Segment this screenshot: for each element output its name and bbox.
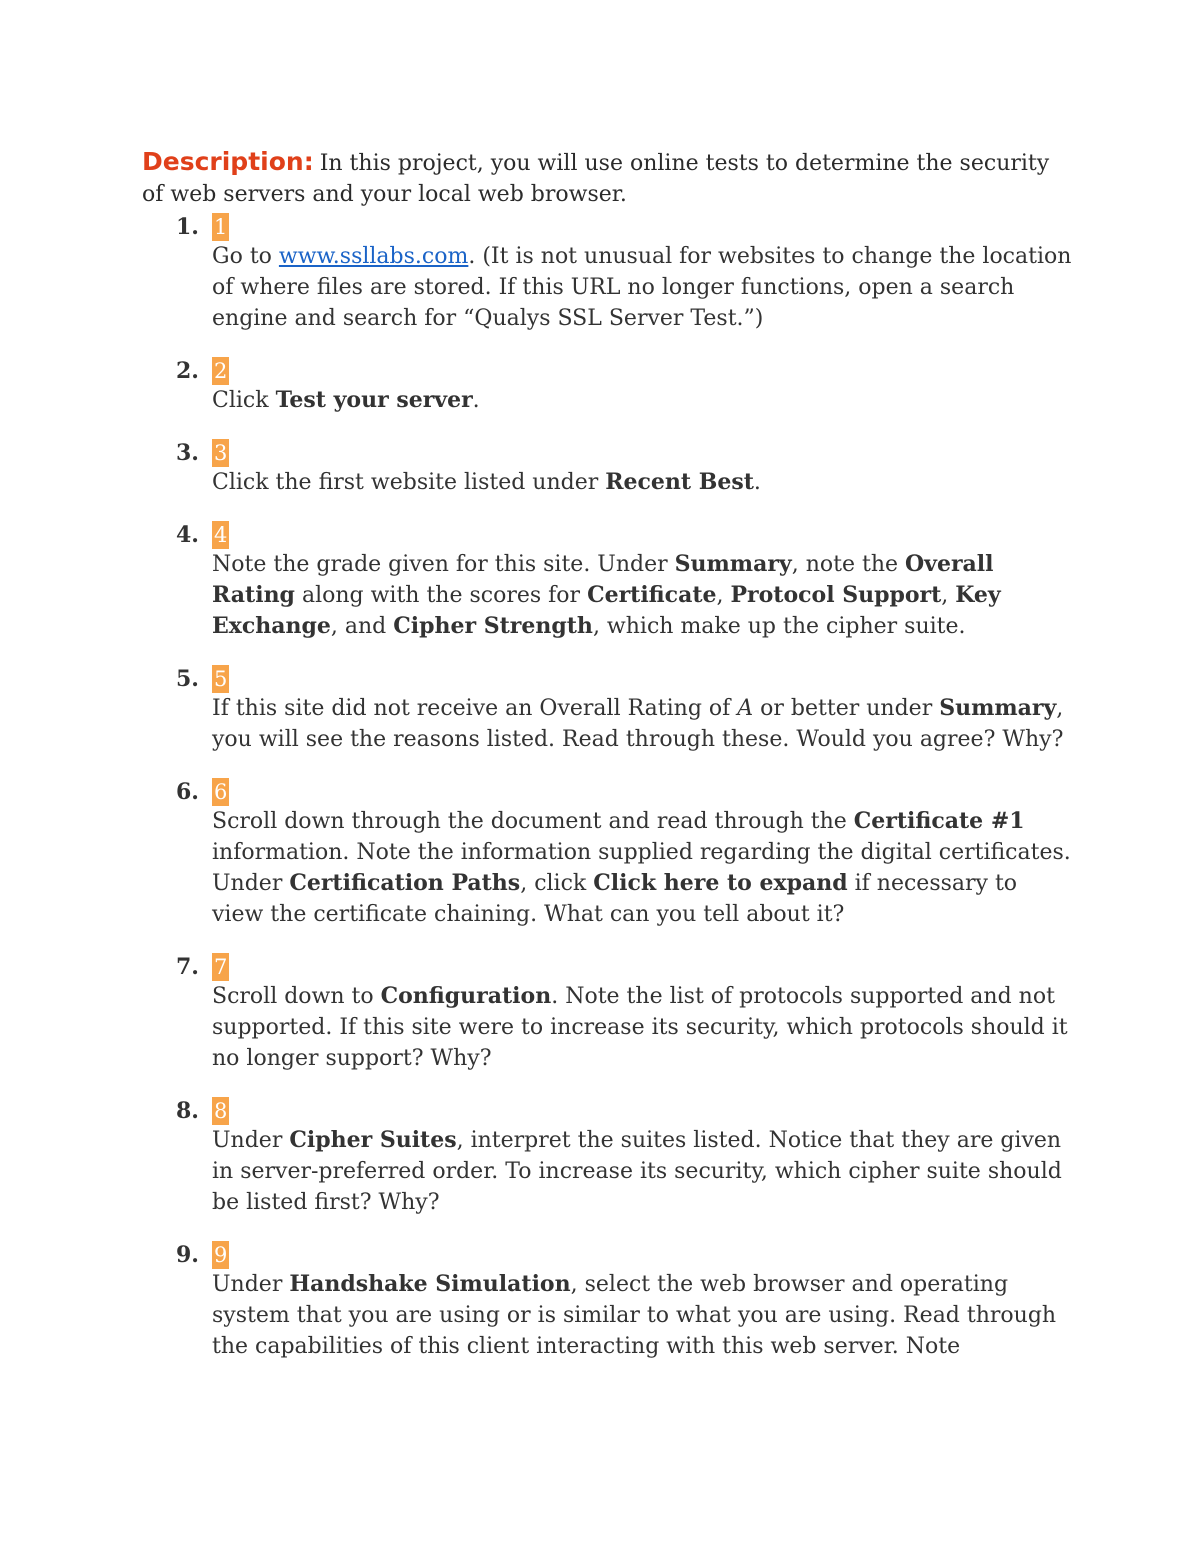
step-marker: 8 — [214, 1099, 228, 1123]
text-run: , and — [330, 614, 394, 639]
step-text — [212, 385, 1072, 416]
bold-term: Overall Rating — [212, 551, 994, 608]
step-3 — [142, 438, 1072, 498]
bold-term: Cipher Suites — [289, 1127, 457, 1153]
step-text — [212, 1125, 1072, 1218]
step-number: 6. — [176, 779, 199, 805]
step-text — [212, 549, 1072, 642]
text-run: If this site did not receive an Overall Rating of — [212, 696, 738, 721]
step-number: 3. — [176, 440, 199, 466]
text-run: Under — [212, 1128, 290, 1153]
step-1 — [142, 212, 1072, 334]
bold-term: Protocol Support — [730, 582, 942, 608]
bold-term: Handshake Simulation — [289, 1271, 571, 1297]
bold-term: Configuration — [380, 983, 552, 1009]
text-run: Click the first website listed under — [212, 470, 606, 495]
step-marker: 1 — [214, 215, 228, 239]
italic-term: A — [737, 696, 754, 721]
description-paragraph — [142, 146, 1072, 210]
bold-term: Summary — [939, 695, 1057, 721]
text-run: . — [753, 470, 761, 495]
bold-term: Recent Best — [605, 469, 754, 495]
step-number: 5. — [176, 666, 199, 692]
text-run: , note the — [791, 552, 905, 577]
bold-term: Test your server — [275, 387, 473, 413]
step-text — [212, 241, 1072, 334]
text-run: information. Note the information supplied regarding the digital certificates. Under — [212, 840, 1071, 896]
step-8 — [142, 1096, 1072, 1218]
bold-term: Key Exchange — [212, 582, 1001, 639]
step-marker: 5 — [214, 667, 228, 691]
step-number: 1. — [176, 214, 199, 240]
step-6 — [142, 777, 1072, 930]
document-page — [142, 146, 1072, 1384]
text-run: , which make up the cipher suite. — [592, 614, 966, 639]
text-run: , — [941, 583, 956, 608]
text-run: or better under — [753, 696, 940, 721]
step-text — [212, 981, 1072, 1074]
step-5 — [142, 664, 1072, 755]
step-4 — [142, 520, 1072, 642]
text-run: . Note the list of protocols supported and not supported. If this site were to increase its security, which protocols should it no longer support? Why? — [212, 984, 1068, 1071]
step-marker: 3 — [214, 441, 228, 465]
step-number: 2. — [176, 358, 199, 384]
bold-term: Certification Paths — [289, 870, 521, 896]
text-run: Click — [212, 388, 276, 413]
description-label: Description: — [142, 147, 314, 176]
step-number: 9. — [176, 1242, 199, 1268]
step-marker: 6 — [214, 780, 228, 804]
step-text — [212, 806, 1072, 930]
ssllabs-link[interactable]: www.ssllabs.com — [278, 244, 469, 269]
step-2 — [142, 356, 1072, 416]
step-text — [212, 693, 1072, 755]
text-run: if necessary to view the certificate chaining. What can you tell about it? — [212, 871, 1018, 927]
step-marker: 7 — [214, 955, 228, 979]
step-text — [212, 1269, 1072, 1362]
text-run: along with the scores for — [294, 583, 588, 608]
text-run: , click — [520, 871, 594, 896]
text-run: , you will see the reasons listed. Read through these. Would you agree? Why? — [212, 696, 1064, 752]
step-number: 7. — [176, 954, 199, 980]
text-run: Scroll down through the document and read through the — [212, 809, 854, 834]
text-run: Note the grade given for this site. Under — [212, 552, 675, 577]
step-marker: 9 — [214, 1243, 228, 1267]
text-run: Go to — [212, 244, 279, 269]
bold-term: Cipher Strength — [393, 613, 593, 639]
step-number: 4. — [176, 522, 199, 548]
text-run: , interpret the suites listed. Notice that they are given in server-preferred order. To increase its security, which cipher suite should be listed first? Why? — [212, 1128, 1062, 1215]
bold-term: Click here to expand — [593, 870, 848, 896]
step-7 — [142, 952, 1072, 1074]
step-9 — [142, 1240, 1072, 1362]
text-run: , select the web browser and operating system that you are using or is similar to what you are using. Read through the capabilities of this client interacting with this web server. Note — [212, 1272, 1057, 1359]
text-run: . — [472, 388, 480, 413]
text-run: Scroll down to — [212, 984, 381, 1009]
bold-term: Summary — [674, 551, 792, 577]
step-marker: 4 — [214, 523, 228, 547]
bold-term: Certificate #1 — [853, 808, 1025, 834]
step-number: 8. — [176, 1098, 199, 1124]
step-text — [212, 467, 1072, 498]
text-run: Under — [212, 1272, 290, 1297]
text-run: , — [716, 583, 731, 608]
bold-term: Certificate — [587, 582, 717, 608]
steps-list — [142, 212, 1072, 1362]
text-run: . (It is not unusual for websites to change the location of where files are stored. If this URL no longer functions, open a search engine and search for “Qualys SSL Server Test.”) — [212, 244, 1072, 331]
description-text: In this project, you will use online tests to determine the security of web servers and your local web browser. — [142, 151, 1050, 207]
step-marker: 2 — [214, 359, 228, 383]
